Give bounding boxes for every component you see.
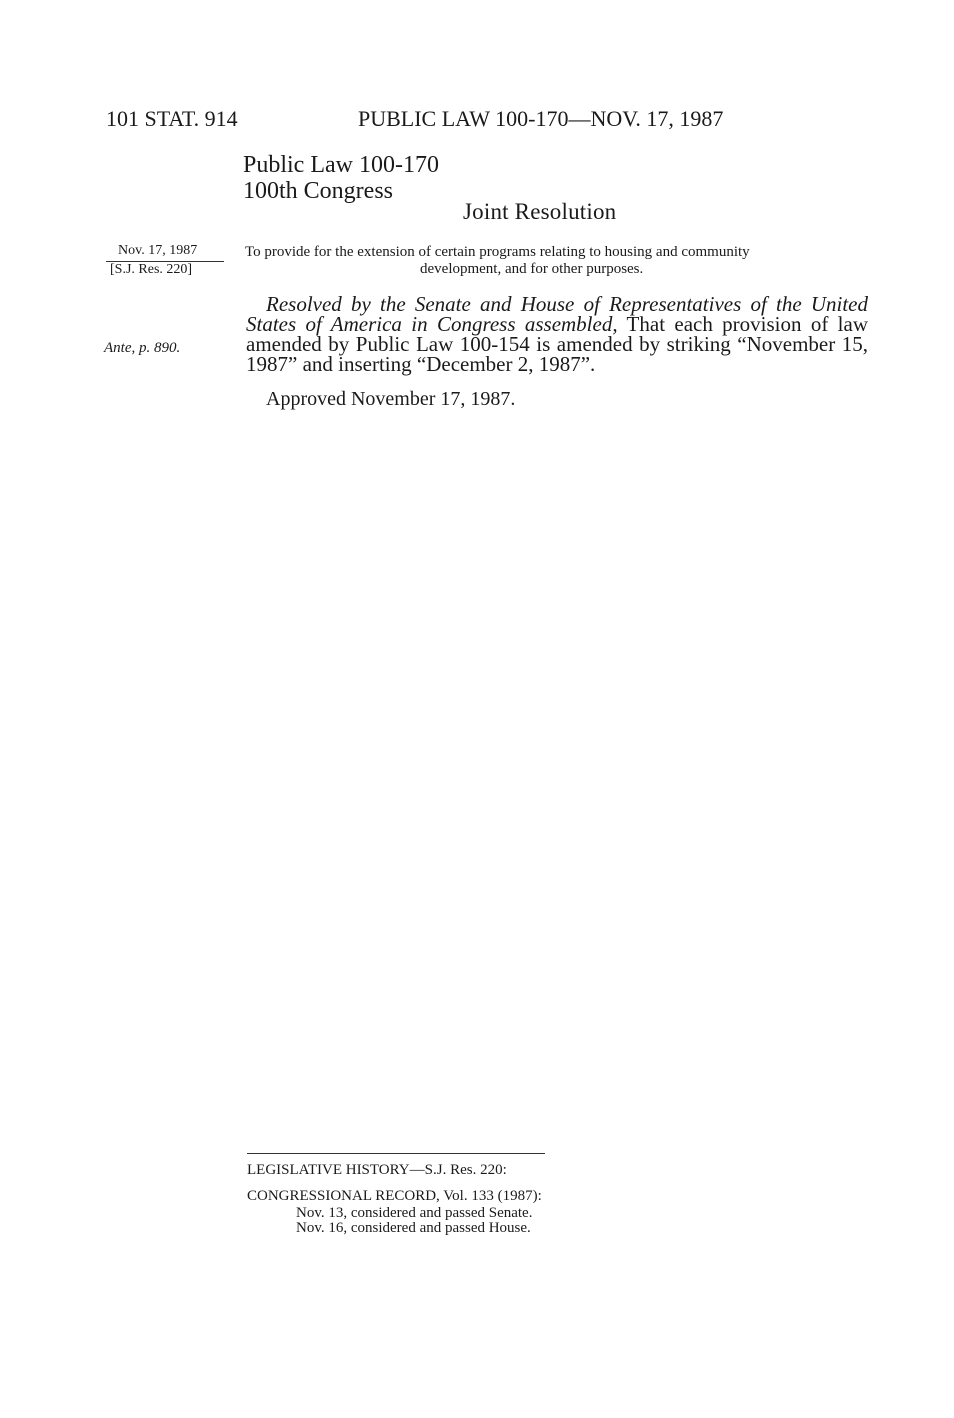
margin-note-ante-text: Ante, p. 890. xyxy=(104,340,181,356)
law-number: Public Law 100-170 xyxy=(243,152,439,178)
legislative-history-title: LEGISLATIVE HISTORY—S.J. Res. 220: xyxy=(247,1162,507,1178)
margin-note-ante xyxy=(104,340,180,357)
margin-note-resolution: [S.J. Res. 220] xyxy=(110,262,193,277)
resolving-clause-text: That each provision of law amended by Public Law 100-154 is amended by striking “November 15, 1987” and inserting “December 2, 1987”. xyxy=(246,312,868,376)
congressional-record-reference: CONGRESSIONAL RECORD, Vol. 133 (1987): xyxy=(247,1188,542,1204)
document-type-title: Joint Resolution xyxy=(463,199,617,224)
margin-note-date: Nov. 17, 1987 xyxy=(118,243,198,258)
congress-number: 100th Congress xyxy=(243,178,393,204)
stat-page-reference: 101 STAT. 914 xyxy=(106,106,238,131)
resolving-clause-italic: Resolved by the Senate and House of Representatives of the United States of America in Congress assembled, xyxy=(246,292,868,336)
history-action-item: Nov. 13, considered and passed Senate. xyxy=(296,1205,533,1221)
purpose-statement xyxy=(245,244,870,278)
history-action-item: Nov. 16, considered and passed House. xyxy=(296,1220,531,1236)
approval-date: Approved November 17, 1987. xyxy=(266,388,516,410)
footnote-divider xyxy=(247,1153,545,1154)
purpose-line-2: development, and for other purposes. xyxy=(420,261,644,277)
purpose-line-1: To provide for the extension of certain programs relating to housing and community xyxy=(245,244,750,260)
resolving-clause xyxy=(246,294,868,374)
running-head-title: PUBLIC LAW 100-170—NOV. 17, 1987 xyxy=(358,106,724,131)
